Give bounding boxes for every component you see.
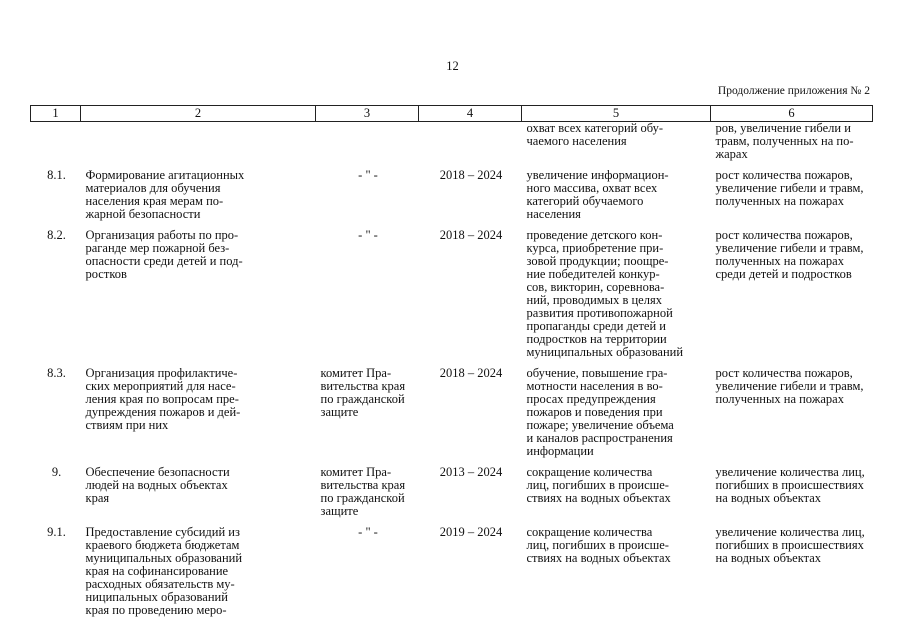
- row-consequence: рост количества пожаров, увеличение гибели и травм, полученных на пожарах: [715, 366, 864, 406]
- row-number: 8.1.: [47, 168, 66, 182]
- row-years: 2018 – 2024: [439, 168, 503, 182]
- row-years: 2018 – 2024: [439, 366, 503, 380]
- row-result: охват всех категорий обу- чаемого населения: [526, 121, 664, 148]
- row-event: [81, 122, 316, 170]
- row-consequence: ров, увеличение гибели и травм, полученных на по- жарах: [715, 121, 854, 161]
- table-header-row: [31, 106, 873, 122]
- table-row: [31, 229, 873, 367]
- row-result: сокращение количества лиц, погибших в происше- ствиях на водных объектах: [526, 525, 671, 565]
- row-consequence: рост количества пожаров, увеличение гибели и травм, полученных на пожарах среди детей и подростков: [715, 228, 864, 281]
- row-event: Организация работы по про- pаганде мер пожарной без- опасности среди детей и под- ростков: [85, 228, 243, 281]
- row-executor: - " -: [358, 525, 378, 539]
- row-number: 8.3.: [47, 366, 66, 380]
- row-number: [31, 122, 81, 170]
- column-header-3: 3: [316, 106, 419, 122]
- row-executor: [316, 122, 419, 170]
- row-years: 2013 – 2024: [439, 465, 503, 479]
- table-row: [31, 367, 873, 466]
- row-years: 2018 – 2024: [439, 228, 503, 242]
- row-event: Обеспечение безопасности людей на водных объектах края: [85, 465, 230, 505]
- column-header-5: 5: [522, 106, 711, 122]
- row-years: 2019 – 2024: [439, 525, 503, 539]
- row-years: [419, 122, 522, 170]
- row-result: сокращение количества лиц, погибших в происше- ствиях на водных объектах: [526, 465, 671, 505]
- row-event: Предоставление субсидий из краевого бюджета бюджетам муниципальных образований края на софинансирование расходных обязательств му- ниципальных образований края по проведению меро-: [85, 525, 243, 617]
- row-executor: комитет Пра- вительства края по гражданской защите: [320, 366, 406, 419]
- row-executor: комитет Пра- вительства края по гражданской защите: [320, 465, 406, 518]
- row-result: проведение детского кон- курса, приобретение при- зовой продукции; поощре- ние победителей конкур- сов, викторин, соревнова- ний, проводимых в целях развития противопожарной пропаганды среди детей и подростков на территории муниципальных образований: [526, 228, 684, 359]
- column-header-6: 6: [711, 106, 873, 122]
- row-result: увеличение информацион- ного массива, охват всех категорий обучаемого населения: [526, 168, 669, 221]
- row-consequence: рост количества пожаров, увеличение гибели и травм, полученных на пожарах: [715, 168, 864, 208]
- appendix-continuation-note: Продолжение приложения № 2: [717, 85, 870, 97]
- row-number: 9.1.: [47, 525, 66, 539]
- table-row: [31, 526, 873, 625]
- table-row-continuation: [31, 122, 873, 170]
- row-consequence: увеличение количества лиц, погибших в происшествиях на водных объектах: [715, 465, 865, 505]
- column-header-4: 4: [419, 106, 522, 122]
- row-event: Формирование агитационных материалов для обучения населения края мерам по- жарной безопасности: [85, 168, 245, 221]
- row-executor: - " -: [358, 168, 378, 182]
- table-row: [31, 169, 873, 229]
- row-event: Организация профилактиче- ских мероприятий для насе- ления края по вопросам пре- дупреждения пожаров и дей- ствиям при них: [85, 366, 241, 432]
- row-number: 9.: [51, 465, 62, 479]
- column-header-1: 1: [31, 106, 81, 122]
- page-number: 12: [446, 59, 459, 73]
- row-consequence: увеличение количества лиц, погибших в происшествиях на водных объектах: [715, 525, 865, 565]
- row-executor: - " -: [358, 228, 378, 242]
- measures-table: [30, 105, 873, 625]
- table-row: [31, 466, 873, 526]
- row-result: обучение, повышение гра- мотности населения в во- просах предупреждения пожаров и поведения при пожаре; увеличение объема и каналов распространения информации: [526, 366, 674, 458]
- column-header-2: 2: [81, 106, 316, 122]
- row-number: 8.2.: [47, 228, 66, 242]
